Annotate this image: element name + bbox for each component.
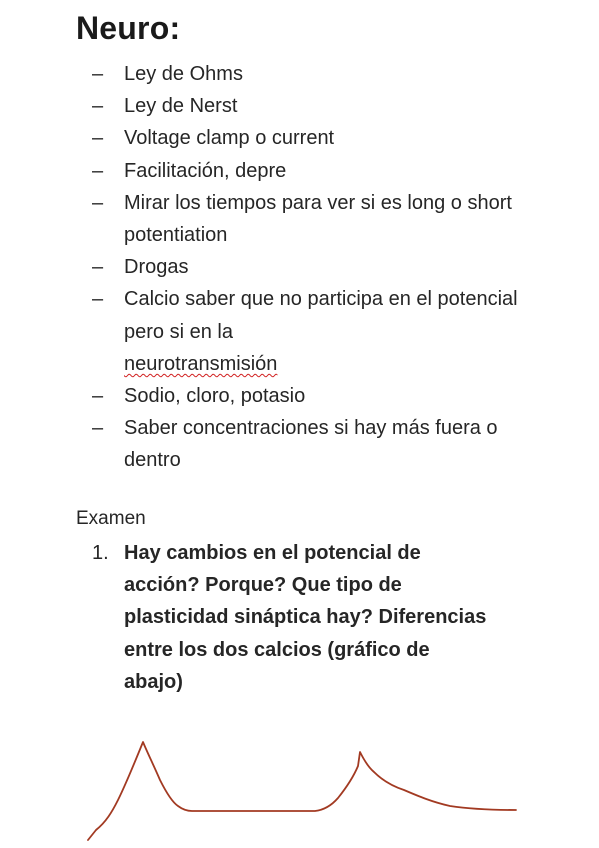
sketch-stroke	[88, 742, 516, 840]
page-title: Neuro:	[76, 10, 181, 46]
list-item: – Ley de Nerst	[92, 90, 532, 122]
list-item: – Mirar los tiempos para ver si es long o short potentiation	[92, 187, 532, 251]
question-number: 1.	[92, 542, 109, 564]
exam-question-list	[92, 537, 492, 698]
question-text: Hay cambios en el potencial de acción? Porque? Que tipo de plasticidad sináptica hay? Diferencias entre los dos calcios (gráfico de abajo)	[124, 542, 487, 693]
list-item: – Calcio saber que no participa en el potencial pero si en la neurotransmisión	[92, 283, 532, 380]
notes-list	[92, 58, 532, 477]
list-item: – Drogas	[92, 251, 532, 283]
list-item: – Saber concentraciones si hay más fuera o dentro	[92, 412, 532, 476]
list-item: – Ley de Ohms	[92, 58, 532, 90]
exam-question	[92, 537, 492, 698]
misspelled-word[interactable]: neurotransmisión	[124, 352, 278, 375]
handwritten-potential-sketch	[0, 720, 599, 848]
list-item: – Voltage clamp o current	[92, 122, 532, 154]
exam-heading: Examen	[76, 508, 146, 529]
list-item: – Facilitación, depre	[92, 155, 532, 187]
list-item: – Sodio, cloro, potasio	[92, 380, 532, 412]
